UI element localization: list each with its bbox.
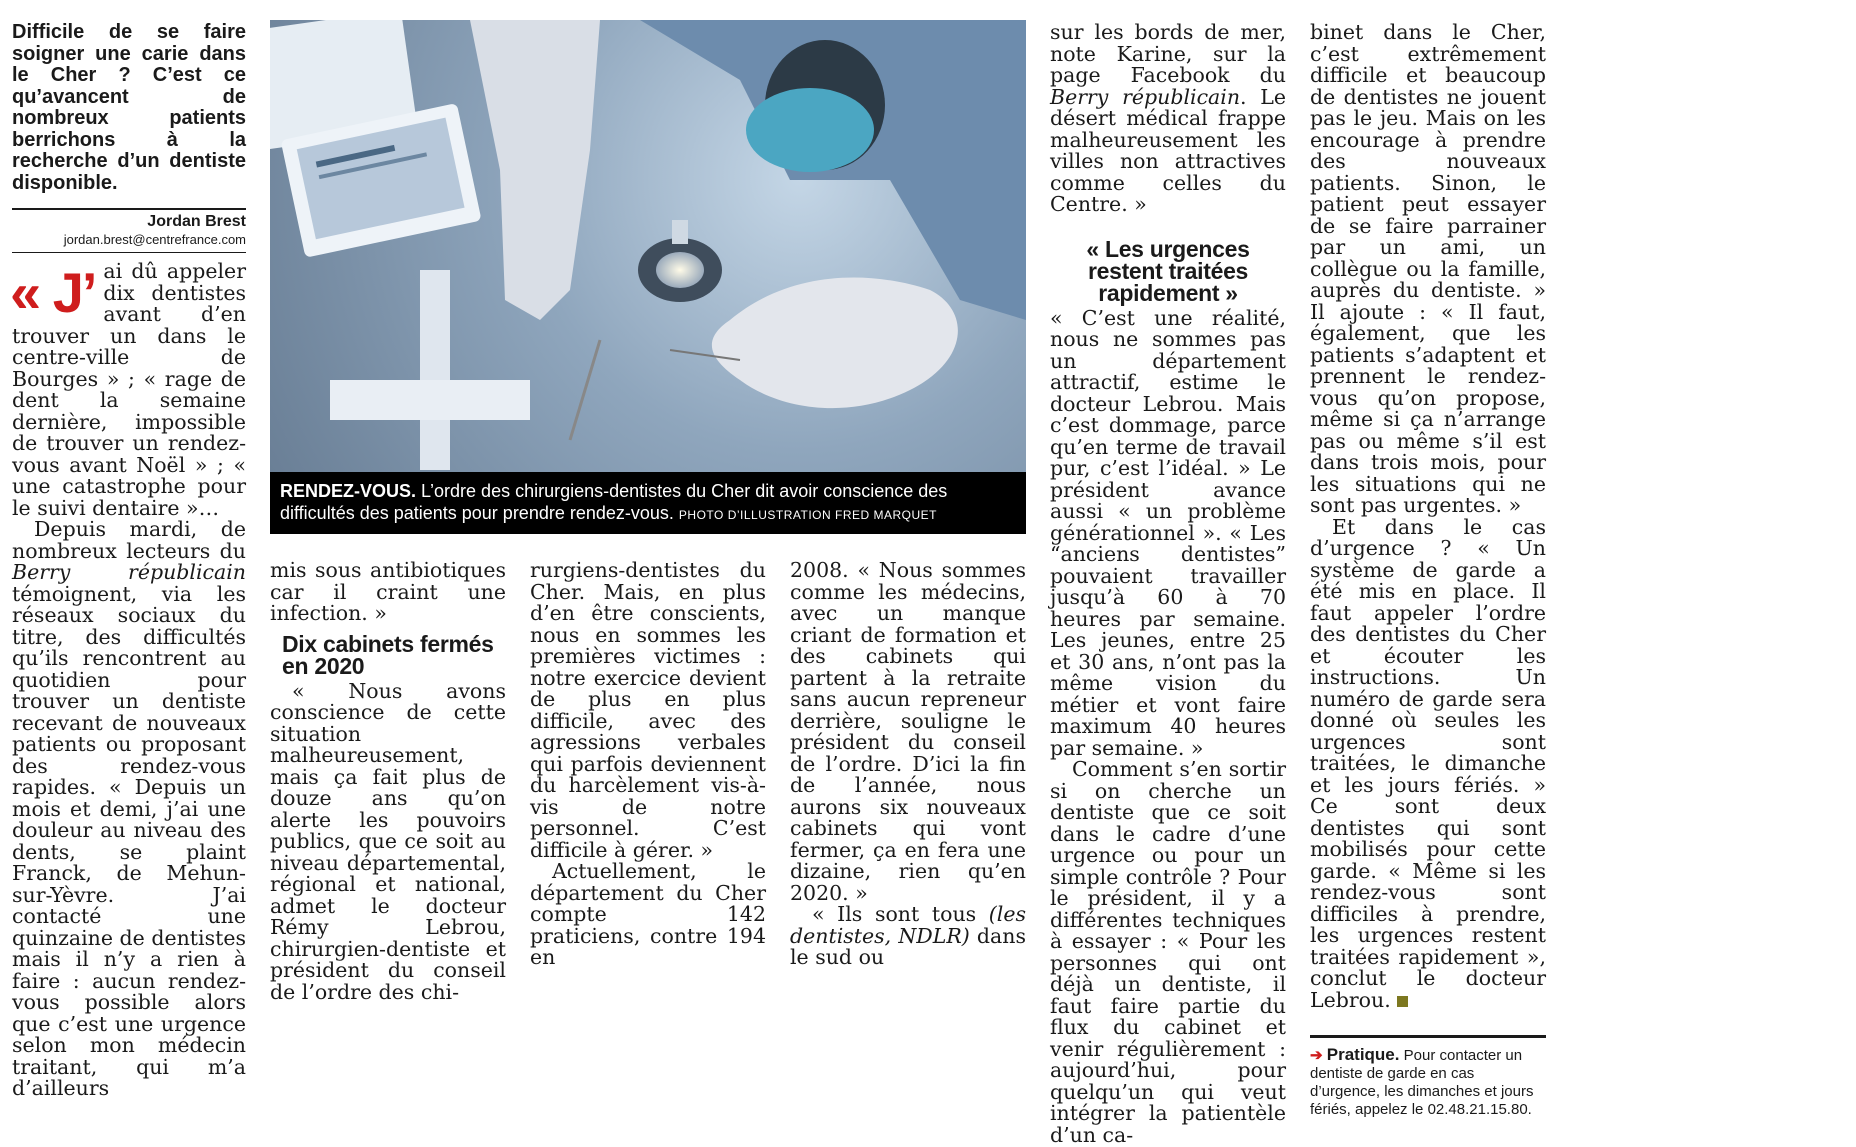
paragraph-techniques: Comment s’en sortir si on cherche un dentiste que ce soit dans le cadre d’une urgence ou pour un simple contrôle ? Pour le président, il y a différentes techniques à essayer : « Pour les personnes qui ont déjà un dentiste, il faut faire partie du flux du cabinet et venir régulièrement : aujourd’hui, pour quelqu’un qui veut intégrer la patientèle d’un ca- bbox=[1050, 757, 1286, 1147]
byline bbox=[12, 208, 246, 248]
paragraph-intro: ai dû appeler dix dentistes avant d’en trouver un dans le centre-ville de Bourges » ; « rage de dent la semaine dernière, impossible de trouver un rendez-vous avant Noël » ; « une catastrophe pour le suivi dentaire »… bbox=[12, 259, 246, 520]
column-3 bbox=[530, 560, 766, 969]
byline-divider bbox=[12, 252, 246, 253]
pratique-box bbox=[1310, 1035, 1546, 1119]
paragraph-karine: sur les bords de mer, note Karine, sur la page Facebook du Berry républicain. Le désert médical frappe malheureusement les villes non attractives comme celles du Centre. » bbox=[1050, 20, 1286, 216]
paragraph-testimonies: Depuis mardi, de nombreux lecteurs du Berry républicain témoignent, via les réseaux sociaux du titre, des difficultés qu’ils rencontrent au quotidien pour trouver un dentiste recevant de nouveaux patients ou proposant des rendez-vous rapides. « Depuis un mois et demi, j’ai une douleur au niveau des dents, se plaint Franck, de Mehun-sur-Yèvre. J’ai contacté une quinzaine de dentistes mais il n’y a rien à faire : aucun rendez-vous possible alors que c’est une urgence selon mon médecin traitant, qui m’a d’ailleurs bbox=[12, 517, 246, 1100]
paragraph-2008: 2008. « Nous sommes comme les médecins, avec un manque criant de formation et des cabinets qui partent à la retraite sans aucun repreneur derrière, souligne le président du conseil de l’ordre. D’ici la fin de l’année, nous aurons six nouveaux cabinets qui vont fermer, ça en fera une dizaine, rien qu’en 2020. » bbox=[790, 558, 1026, 905]
arrow-right-icon: ➔ bbox=[1310, 1047, 1323, 1064]
paragraph-antibiotics: mis sous antibiotiques car il craint une infection. » bbox=[270, 558, 506, 625]
column-5 bbox=[1050, 22, 1286, 1146]
photo-caption bbox=[280, 480, 1015, 526]
paragraph-realite: « C’est une réalité, nous ne sommes pas un département attractif, estime le docteur Lebrou. Mais c’est dommage, parce qu’en terme de travail pur, c’est l’idéal. » Le président avance aussi « un problème générationnel ». « Les “anciens dentistes” pouvaient travailler jusqu’à 60 à 70 heures par semaine. Les jeunes, entre 25 et 30 ans, n’ont pas la même vision du métier et vont faire maximum 40 heures par semaine. » bbox=[1050, 305, 1286, 760]
paragraph-conscience: « Nous avons conscience de cette situation malheureusement, mais ça fait plus de douze ans qu’on alerte les pouvoirs publics, que ce soit au niveau départemental, régional et national, admet le docteur Rémy Lebrou, chirurgien-dentiste et président du conseil de l’ordre des chi- bbox=[270, 678, 506, 1004]
author-name: Jordan Brest bbox=[147, 213, 246, 230]
subhead-urgences: « Les urgences restent traitées rapidement » bbox=[1086, 235, 1250, 306]
pratique-label: Pratique. bbox=[1326, 1045, 1400, 1064]
caption-text: L’ordre des chirurgiens-dentistes du Cher dit avoir conscience des difficultés des patients pour prendre rendez-vous. bbox=[280, 481, 948, 523]
end-mark-icon bbox=[1397, 996, 1408, 1007]
paragraph-sud: « Ils sont tous (les dentistes, NDLR) dans le sud ou bbox=[790, 902, 1026, 969]
column-1 bbox=[12, 0, 246, 1100]
paragraph-garde: Et dans le cas d’urgence ? « Un système de garde a été mis en place. Il faut appeler l’ordre des dentistes du Cher et écouter les instructions. Un numéro de garde sera donné où seules les urgences sont traitées, le dimanche et les jours fériés. » Ce sont deux dentistes qui sont mobilisés pour cette garde. « Même si les rendez-vous sont difficiles à prendre, les urgences restent traitées rapidement », conclut le docteur Lebrou. bbox=[1310, 514, 1546, 1012]
dentist-illustration bbox=[270, 20, 1026, 472]
paragraph-praticiens: Actuellement, le département du Cher compte 142 praticiens, contre 194 en bbox=[530, 859, 766, 969]
subhead-cabinets: Dix cabinets fermés en 2020 bbox=[282, 630, 494, 679]
caption-label: RENDEZ-VOUS. bbox=[280, 481, 417, 501]
paragraph-victims: rurgiens-dentistes du Cher. Mais, en plus d’en être conscients, nous en sommes les premières victimes : notre exercice devient de plus en plus difficile, avec des agressions verbales qui parfois deviennent du harcèlement vis-à-vis de notre personnel. C’est difficile à gérer. » bbox=[530, 558, 766, 862]
column-6 bbox=[1310, 22, 1546, 1119]
dropcap: « J’ bbox=[10, 261, 96, 324]
paragraph-cabinet: binet dans le Cher, c’est extrêmement difficile et beaucoup de dentistes ne jouent pas le jeu. Mais on les encourage à prendre des nouveaux patients. Sinon, le patient peut essayer de se faire parrainer par un ami, un collègue ou la famille, auprès du dentiste. » Il ajoute : « Il faut, également, que les patients s’adaptent et prennent le rendez-vous qu’on propose, même si ça n’arrange pas ou même s’il est dans trois mois, pour les situations qui ne sont pas urgentes. » bbox=[1310, 20, 1546, 517]
dentist-photo-image bbox=[270, 20, 1026, 472]
column-4 bbox=[790, 560, 1026, 969]
pratique-text: Pour contacter un dentiste de garde en cas d’urgence, les dimanches et jours fériés, appelez le 02.48.21.15.80. bbox=[1310, 1047, 1534, 1118]
author-email: jordan.brest@centrefrance.com bbox=[63, 232, 246, 247]
article-lead: Difficile de se faire soigner une carie dans le Cher ? C’est ce qu’avancent de nombreux patients berrichons à la recherche d’un dentiste disponible. bbox=[12, 21, 246, 194]
article-photo bbox=[270, 20, 1026, 534]
photo-credit: PHOTO D’ILLUSTRATION FRED MARQUET bbox=[678, 508, 937, 522]
column-2 bbox=[270, 560, 506, 1003]
